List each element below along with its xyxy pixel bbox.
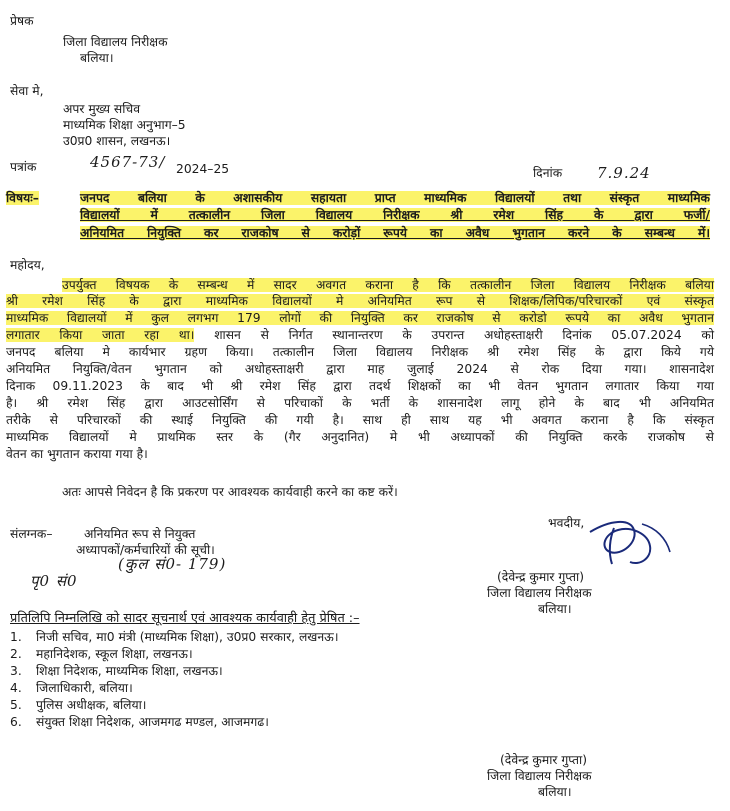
body-line-6: अनियमित नियुक्ति/वेतन भुगतान को अधोहस्ताक्षरी द्वारा माह जुलाई 2024 से रोक दिया गया। शासनादेश <box>6 362 714 376</box>
sender-place: बलिया। <box>80 51 114 65</box>
subject-line-1: जनपद बलिया के अशासकीय सहायता प्राप्त माध्यमिक विद्यालयों तथा संस्कृत माध्यमिक <box>80 191 710 205</box>
copy-item-4: जिलाधिकारी, बलिया। <box>36 681 133 695</box>
ref-number-handwritten: 4567-73/ <box>90 153 166 171</box>
copy-num-1: 1. <box>10 630 22 644</box>
subject-line-3: अनियमित नियुक्ति कर राजकोष से करोड़ों रूपये का अवैध भुगतान करने के सम्बन्ध में। <box>80 226 710 240</box>
recipient-line-2: माध्यमिक शिक्षा अनुभाग–5 <box>63 118 186 132</box>
signature <box>570 512 680 572</box>
signatory-title: जिला विद्यालय निरीक्षक <box>487 586 592 600</box>
page-count-handwritten: पृ0 सं0 <box>30 572 78 590</box>
copy-num-5: 5. <box>10 698 22 712</box>
recipient-line-1: अपर मुख्य सचिव <box>63 102 141 116</box>
sender-label: प्रेषक <box>10 14 34 28</box>
recipient-line-3: उ0प्र0 शासन, लखनऊ। <box>63 134 171 148</box>
body-line-5: जनपद बलिया मे कार्यभार ग्रहण किया। तत्कालीन जिला विद्यालय निरीक्षक श्री रमेश सिंह के द्वारा किये गये <box>6 345 714 359</box>
signatory-title-2: जिला विद्यालय निरीक्षक <box>487 769 592 783</box>
copy-item-2: महानिदेशक, स्कूल शिक्षा, लखनऊ। <box>36 647 193 661</box>
copy-num-2: 2. <box>10 647 22 661</box>
signatory-place: बलिया। <box>538 602 572 616</box>
body-line-8: है। श्री रमेश सिंह द्वारा आउटसोर्सिंग से परिचाकों के भर्ती के शासनादेश लागू होने के बाद भी अनियमित <box>6 396 714 410</box>
body-line-2: श्री रमेश सिंह के द्वारा माध्यमिक विद्यालयों मे अनियमित रूप से शिक्षक/लिपिक/परिचारकों एवं संस्कृत <box>6 294 714 308</box>
copy-item-6: संयुक्त शिक्षा निदेशक, आजमगढ मण्डल, आजमगढ। <box>36 715 269 729</box>
request-line: अतः आपसे निवेदन है कि प्रकरण पर आवश्यक कार्यवाही करने का कष्ट करें। <box>62 485 398 499</box>
body-line-11: वेतन का भुगतान कराया गया है। <box>6 447 148 461</box>
date-label: दिनांक <box>533 166 563 180</box>
subject-label: विषयः– <box>6 191 39 205</box>
signatory-name: (देवेन्द्र कुमार गुप्ता) <box>497 570 585 584</box>
enclosure-count-handwritten: (कुल सं0- 179) <box>118 555 227 573</box>
copy-heading: प्रतिलिपि निम्नलिखि को सादर सूचनार्थ एवं आवश्यक कार्यवाही हेतु प्रेषित :– <box>10 611 360 626</box>
enclosure-label: संलग्नक– <box>10 527 53 541</box>
copy-item-3: शिक्षा निदेशक, माध्यमिक शिक्षा, लखनऊ। <box>36 664 223 678</box>
copy-num-4: 4. <box>10 681 22 695</box>
subject-line-2: विद्यालयों में तत्कालीन जिला विद्यालय निरीक्षक श्री रमेश सिंह के द्वारा फर्जी/ <box>80 208 710 222</box>
copy-num-6: 6. <box>10 715 22 729</box>
ref-year: 2024–25 <box>176 162 230 176</box>
enclosure-line-1: अनियमित रूप से नियुक्त <box>84 527 196 541</box>
salutation: महोदय, <box>10 258 45 272</box>
ref-label: पत्रांक <box>10 160 37 174</box>
body-line-7: दिनाक 09.11.2023 के बाद भी श्री रमेश सिंह द्वारा तदर्थ शिक्षकों का भी वेतन भुगतान लगातार किया गया <box>6 379 714 393</box>
date-handwritten: 7.9.24 <box>597 164 651 182</box>
copy-num-3: 3. <box>10 664 22 678</box>
body-line-9: तरीके से परिचारकों की स्थाई नियुक्ति की गयी है। साथ ही साथ यह भी अवगत कराना है कि संस्कृत <box>6 413 714 427</box>
body-line-4: लगातार किया जाता रहा था। शासन से निर्गत स्थानान्तरण के उपरान्त अधोहस्ताक्षरी दिनांक 05.07.2024 को <box>6 328 715 342</box>
copy-item-5: पुलिस अधीक्षक, बलिया। <box>36 698 147 712</box>
recipient-label: सेवा मे, <box>10 84 44 98</box>
copy-item-1: निजी सचिव, मा0 मंत्री (माध्यमिक शिक्षा), उ0प्र0 सरकार, लखनऊ। <box>36 630 339 644</box>
sender-name: जिला विद्यालय निरीक्षक <box>63 35 168 49</box>
signatory-name-2: (देवेन्द्र कुमार गुप्ता) <box>500 753 588 767</box>
enclosure-line-2: अध्यापकों/कर्मचारियों की सूची। <box>76 543 215 557</box>
body-line-3: माध्यमिक विद्यालयों में कुल लगभग 179 लोगों की नियुक्ति कर राजकोष से करोडो रूपये का अवैध भुगतान <box>6 311 714 325</box>
body-line-1: उपर्युक्त विषयक के सम्बन्ध में सादर अवगत कराना है कि तत्कालीन जिला विद्यालय निरीक्षक बलिया <box>62 278 714 292</box>
closing: भवदीय, <box>548 516 585 530</box>
signatory-place-2: बलिया। <box>538 785 572 799</box>
body-line-10: माध्यमिक विद्यालयों मे प्राथमिक स्तर के (गैर अनुदानित) मे भी अध्यापकों की नियुक्ति करके राजकोष से <box>6 430 714 444</box>
